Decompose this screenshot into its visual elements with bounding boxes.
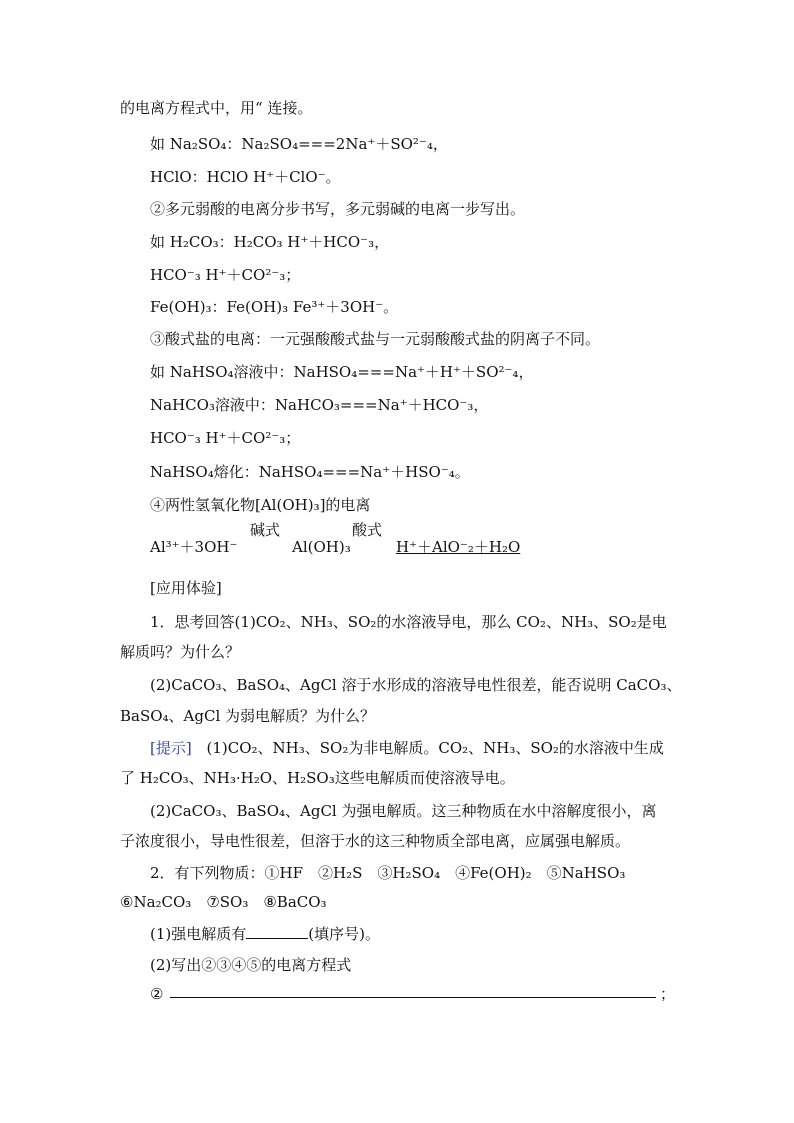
text-line-6: HCO⁻₃ H⁺＋CO²⁻₃； — [150, 266, 301, 284]
equation-left: Al³⁺＋3OH⁻ — [150, 538, 238, 556]
q2-item-label: ② — [150, 985, 164, 1003]
text-line-10: NaHCO₃溶液中：NaHCO₃===Na⁺＋HCO⁻₃， — [150, 396, 489, 414]
q2-line-1: 2．有下列物质：①HF ②H₂S ③H₂SO₄ ④Fe(OH)₂ ⑤NaHSO₃ — [150, 864, 626, 882]
text-line-12: NaHSO₄熔化：NaHSO₄===Na⁺＋HSO⁻₄。 — [150, 463, 470, 481]
q2-part-1 — [150, 924, 380, 944]
q1-line-4: BaSO₄、AgCl 为弱电解质？为什么？ — [120, 707, 376, 725]
q1-line-2: 解质吗？为什么？ — [120, 643, 241, 661]
hint-line-3: (2)CaCO₃、BaSO₄、AgCl 为强电解质。这三种物质在水中溶解度很小，离 — [150, 802, 657, 820]
q1-line-3: (2)CaCO₃、BaSO₄、AgCl 溶于水形成的溶液导电性很差，能否说明 CaCO₃、 — [150, 676, 682, 694]
equation-right: H⁺＋AlO⁻₂＋H₂O — [396, 538, 521, 556]
q2-part-1-prefix: (1)强电解质有 — [150, 925, 247, 943]
answer-line[interactable] — [170, 996, 656, 998]
q2-item-end: ； — [660, 985, 676, 1003]
q1-line-1: 1．思考回答(1)CO₂、NH₃、SO₂的水溶液导电，那么 CO₂、NH₃、SO₂是电 — [150, 613, 667, 631]
hint-line-4: 子浓度很小，导电性很差，但溶于水的这三种物质全部电离，应属强电解质。 — [120, 832, 631, 850]
equation-middle: Al(OH)₃ — [292, 538, 351, 556]
text-line-8: ③酸式盐的电离：一元强酸酸式盐与一元弱酸酸式盐的阴离子不同。 — [150, 330, 601, 348]
answer-blank[interactable] — [246, 924, 308, 939]
hint-line-1 — [150, 738, 664, 758]
text-line-7: Fe(OH)₃：Fe(OH)₃ Fe³⁺＋3OH⁻。 — [150, 298, 399, 316]
text-line-3: HClO：HClO H⁺＋ClO⁻。 — [150, 168, 341, 186]
q2-part-1-suffix: (填序号)。 — [308, 925, 380, 943]
text-line-13: ④两性氢氧化物[Al(OH)₃]的电离 — [150, 496, 371, 514]
text-line-4: ②多元弱酸的电离分步书写，多元弱碱的电离一步写出。 — [150, 200, 526, 218]
hint-line-2: 了 H₂CO₃、NH₃·H₂O、H₂SO₃这些电解质而使溶液导电。 — [120, 769, 515, 787]
equilibrium-label-base: 碱式 — [250, 521, 281, 539]
hint-label: [提示] — [150, 739, 192, 757]
text-line-5: 如 H₂CO₃：H₂CO₃ H⁺＋HCO⁻₃， — [150, 233, 390, 251]
text-line-1: 的电离方程式中，用“ 连接。 — [120, 99, 313, 117]
q2-line-2: ⑥Na₂CO₃ ⑦SO₃ ⑧BaCO₃ — [120, 893, 327, 911]
q2-part-2: (2)写出②③④⑤的电离方程式 — [150, 956, 352, 974]
text-line-2: 如 Na₂SO₄：Na₂SO₄===2Na⁺＋SO²⁻₄， — [150, 135, 448, 153]
text-line-11: HCO⁻₃ H⁺＋CO²⁻₃； — [150, 429, 301, 447]
section-title: [应用体验] — [150, 579, 222, 597]
equilibrium-label-acid: 酸式 — [352, 521, 383, 539]
text-line-9: 如 NaHSO₄溶液中：NaHSO₄===Na⁺＋H⁺＋SO²⁻₄， — [150, 363, 534, 381]
hint-text-1: (1)CO₂、NH₃、SO₂为非电解质。CO₂、NH₃、SO₂的水溶液中生成 — [206, 739, 664, 757]
